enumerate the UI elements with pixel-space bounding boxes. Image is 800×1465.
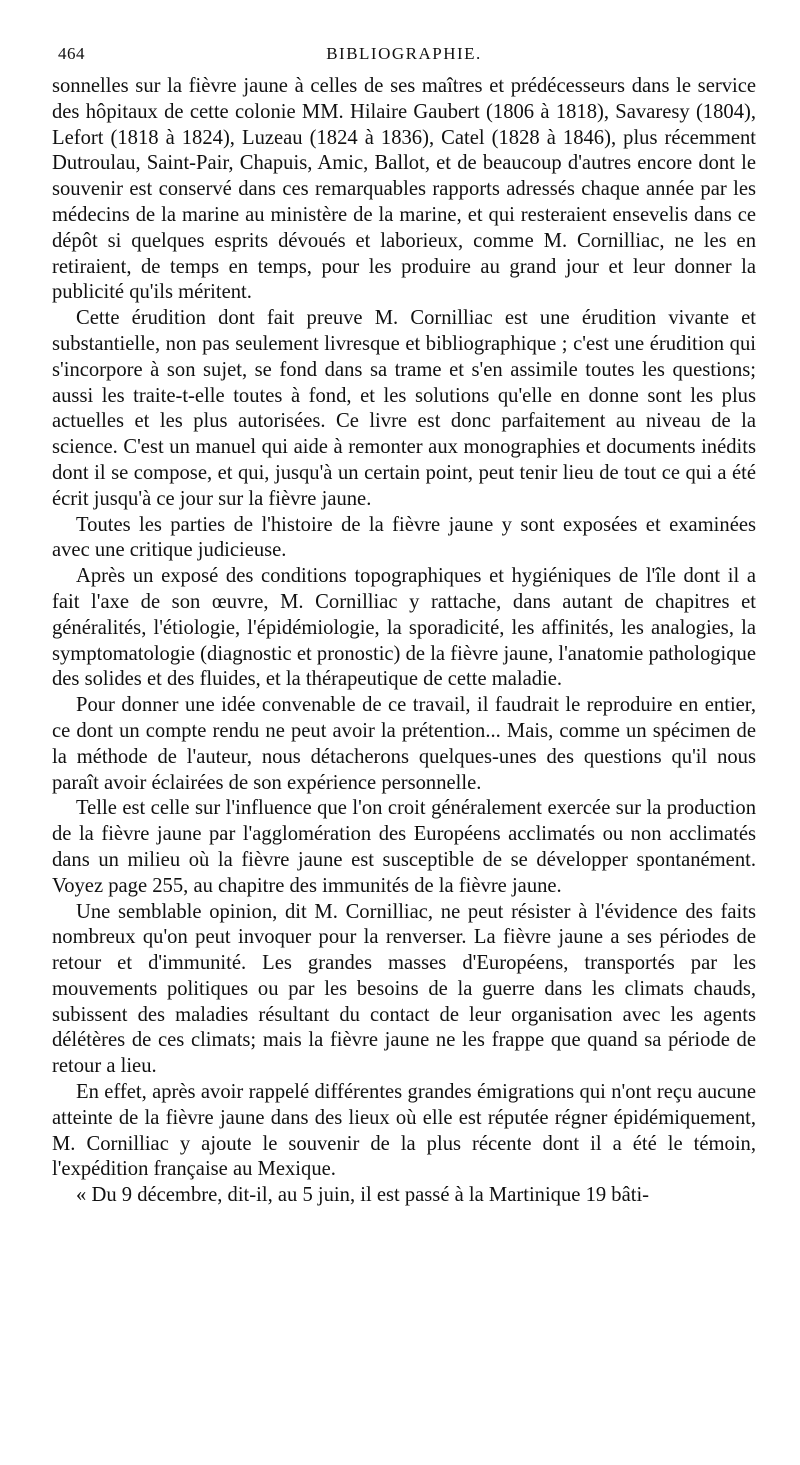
running-title: BIBLIOGRAPHIE. <box>326 44 482 63</box>
paragraph: Toutes les parties de l'histoire de la fièvre jaune y sont exposées et examinées avec une critique judicieuse. <box>52 513 756 562</box>
paragraph: Après un exposé des conditions topographiques et hygiéniques de l'île dont il a fait l'axe de son œuvre, M. Cornilliac y rattache, dans autant de chapitres et généralités, l'étiologie, l'épidémiologie, la sporadicité, les affinités, les analogies, la symptomatologie (diagnostic et pronostic) de la fièvre jaune, l'anatomie pathologique des solides et des fluides, et la thérapeutique de cette maladie. <box>52 565 756 691</box>
paragraph: Cette érudition dont fait preuve M. Cornilliac est une érudition vivante et substantielle, non pas seulement livresque et bibliographique ; c'est une érudition qui s'incorpore à son sujet, se fond dans sa trame et s'en assimile toutes les questions; aussi les traite-t-elle toutes à fond, et les solutions qu'elle en donne sont les plus actuelles et les plus autorisées. Ce livre est donc parfaitement au niveau de la science. C'est un manuel qui aide à remonter aux monographies et documents inédits dont il se compose, et qui, jusqu'à un certain point, peut tenir lieu de tout ce qui a été écrit jusqu'à ce jour sur la fièvre jaune. <box>52 307 756 510</box>
page-number: 464 <box>58 44 85 63</box>
paragraph: En effet, après avoir rappelé différentes grandes émigrations qui n'ont reçu aucune atteinte de la fièvre jaune dans des lieux où elle est réputée régner épidémiquement, M. Cornilliac y ajoute le souvenir de la plus récente dont il a été le témoin, l'expédition française au Mexique. <box>52 1081 756 1181</box>
paragraph: Une semblable opinion, dit M. Cornilliac, ne peut résister à l'évidence des faits nombreux qu'on peut invoquer pour la renverser. La fièvre jaune a ses périodes de retour et d'immunité. Les grandes masses d'Européens, transportés par les mouvements politiques ou par les besoins de la guerre dans les climats chauds, subissent des maladies résultant du contact de leur organisation avec les agents délétères de ces climats; mais la fièvre jaune ne les frappe que quand sa période de retour a lieu. <box>52 900 756 1078</box>
page-header <box>52 44 756 74</box>
paragraph-quote-start: « Du 9 décembre, dit-il, au 5 juin, il est passé à la Martinique 19 bâti- <box>76 1184 650 1207</box>
body-text <box>52 74 756 1209</box>
paragraph-continued: sonnelles sur la fièvre jaune à celles de ses maîtres et prédécesseurs dans le service des hôpitaux de cette colonie MM. Hilaire Gaubert (1806 à 1818), Savaresy (1804), Lefort (1818 à 1824), Luzeau (1824 à 1836), Catel (1828 à 1846), plus récemment Dutroulau, Saint-Pair, Chapuis, Amic, Ballot, et de beaucoup d'autres encore dont le souvenir est conservé dans ces remarquables rapports adressés chaque année par les médecins de la marine au ministère de la marine, et qui resteraient ensevelis dans ce dépôt si quelques esprits dévoués et laborieux, comme M. Cornilliac, ne les en retiraient, de temps en temps, pour les produire au grand jour et leur donner la publicité qu'ils méritent. <box>52 75 756 304</box>
paragraph: Pour donner une idée convenable de ce travail, il faudrait le reproduire en entier, ce dont un compte rendu ne peut avoir la prétention... Mais, comme un spécimen de la méthode de l'auteur, nous détacherons quelques-unes des questions qu'il nous paraît avoir éclairées de son expérience personnelle. <box>52 694 756 794</box>
paragraph: Telle est celle sur l'influence que l'on croit généralement exercée sur la production de la fièvre jaune par l'agglomération des Européens acclimatés ou non acclimatés dans un milieu où la fièvre jaune est susceptible de se développer spontanément. Voyez page 255, au chapitre des immunités de la fièvre jaune. <box>52 797 756 897</box>
